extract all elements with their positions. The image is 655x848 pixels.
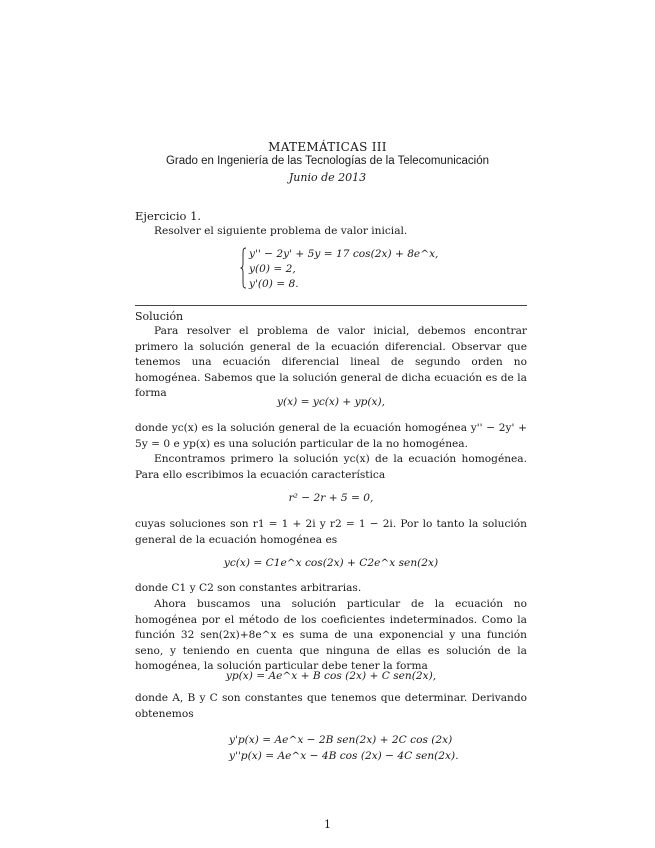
system-equation-1: y'' − 2y' + 5y = 17 cos(2x) + 8e^x, — [249, 248, 439, 260]
particular-solution-form: yp(x) = Ae^x + B cos (2x) + C sen(2x), — [225, 670, 437, 682]
solution-paragraph-7: donde A, B y C son constantes que tenemos que determinar. Derivando obtenemos — [135, 692, 527, 720]
degree-subtitle: Grado en Ingeniería de las Tecnologías de la Telecomunicación — [165, 155, 490, 167]
exercise-heading: Ejercicio 1. — [135, 209, 202, 223]
solution-paragraph-5: donde C1 y C2 son constantes arbitrarias. — [135, 582, 362, 594]
solution-paragraph-1: Para resolver el problema de valor inicial, debemos encontrar primero la solución general de la ecuación diferencial. Observar que tenemos una ecuación diferencial lineal de segundo orden no homogénea. Sabemos que la solución general de dicha ecuación es de la forma — [135, 325, 527, 399]
exam-date: Junio de 2013 — [288, 171, 367, 184]
exercise-statement: Resolver el siguiente problema de valor inicial. — [154, 225, 408, 237]
solution-heading: Solución — [135, 310, 184, 323]
system-equation-3: y'(0) = 8. — [249, 278, 299, 290]
solution-paragraph-3: Encontramos primero la solución yc(x) de la ecuación homogénea. Para ello escribimos la ecuación característica — [135, 453, 527, 481]
system-brace-icon — [240, 247, 247, 289]
second-derivative-equation: y''p(x) = Ae^x − 4B cos (2x) − 4C sen(2x). — [229, 750, 459, 762]
solution-paragraph-6: Ahora buscamos una solución particular de la ecuación no homogénea por el método de los coeficientes indeterminados. Como la función 32 sen(2x)+8e^x es suma de una exponencial y una función seno, y teniendo en cuenta que ninguna de ellas es solución de la homogénea, la solución particular debe tener la forma — [135, 598, 527, 672]
page-number: 1 — [324, 818, 331, 831]
section-divider — [135, 305, 527, 306]
first-derivative-equation: y'p(x) = Ae^x − 2B sen(2x) + 2C cos (2x) — [229, 734, 453, 746]
document-title: MATEMÁTICAS III — [268, 140, 387, 154]
solution-paragraph-2: donde yc(x) es la solución general de la ecuación homogénea y'' − 2y' + 5y = 0 e yp(x) es una solución particular de la no homogénea. — [135, 422, 527, 450]
general-solution-equation: y(x) = yc(x) + yp(x), — [277, 396, 385, 408]
system-equation-2: y(0) = 2, — [249, 263, 296, 275]
solution-paragraph-4: cuyas soluciones son r1 = 1 + 2i y r2 = 1 − 2i. Por lo tanto la solución general de la ecuación homogénea es — [135, 518, 527, 546]
characteristic-equation: r² − 2r + 5 = 0, — [288, 492, 374, 504]
homogeneous-solution-equation: yc(x) = C1e^x cos(2x) + C2e^x sen(2x) — [223, 557, 439, 569]
